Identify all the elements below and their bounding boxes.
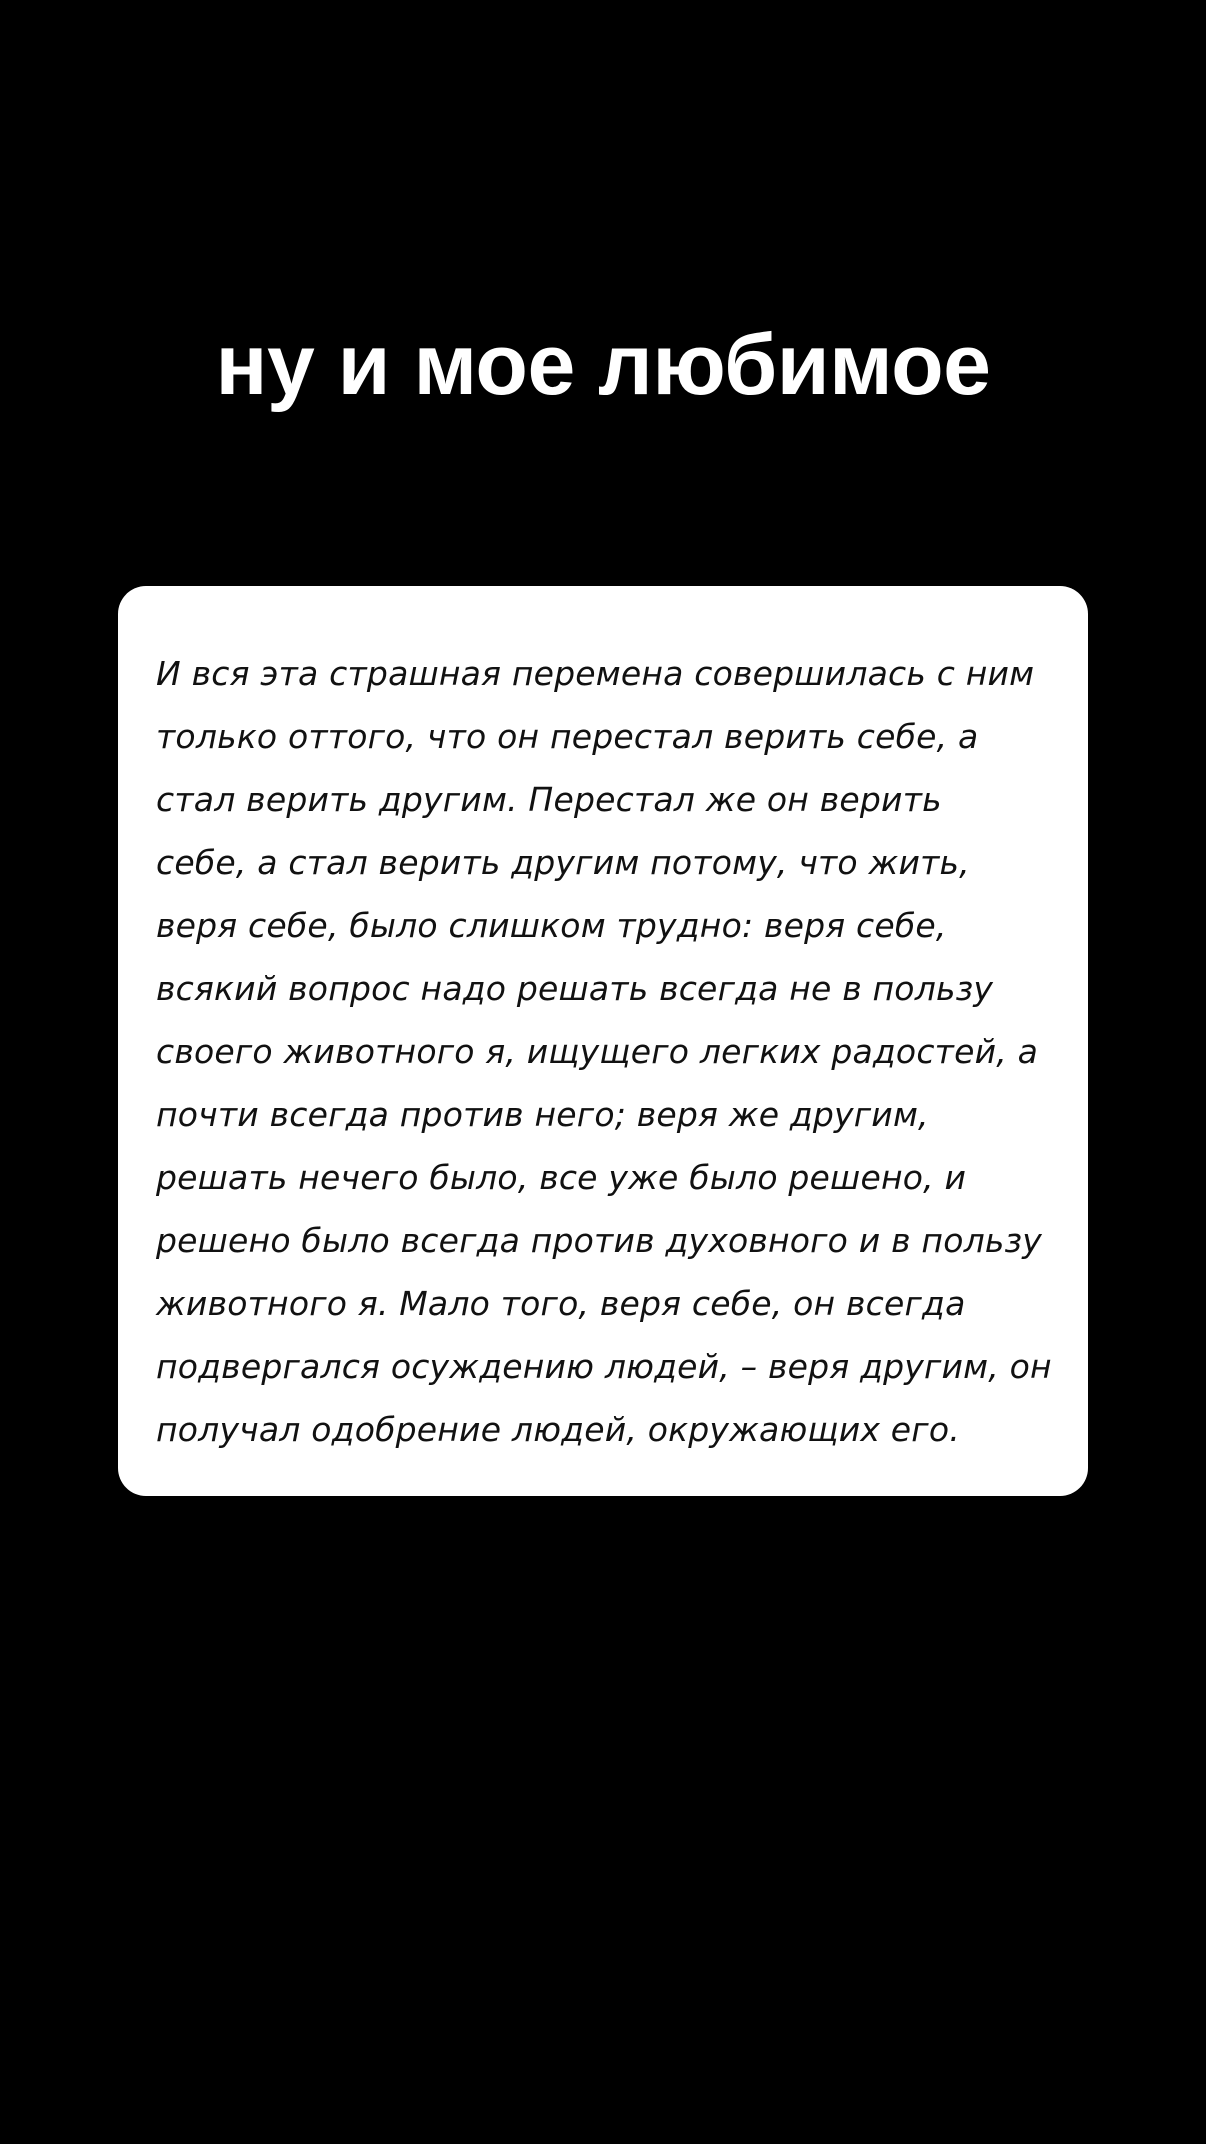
quote-line: получал одобрение людей, окружающих его. [156,1410,960,1449]
quote-line: решено было всегда против духовного и в пользу [156,1221,1043,1260]
quote-line: животного я. Мало того, веря себе, он всегда [156,1284,966,1323]
quote-line: всякий вопрос надо решать всегда не в пользу [156,969,994,1008]
quote-line: себе, а стал верить другим потому, что жить, [156,843,970,882]
quote-line: своего животного я, ищущего легких радостей, а [156,1032,1039,1071]
quote-line: веря себе, было слишком трудно: веря себе, [156,906,947,945]
quote-text [156,642,1052,1461]
quote-line: И вся эта страшная перемена совершилась с ним [156,654,1035,693]
quote-line: почти всегда против него; веря же другим, [156,1095,929,1134]
story-caption: ну и мое любимое [215,317,991,413]
quote-line: стал верить другим. Перестал же он верить [156,780,942,819]
quote-card [118,586,1088,1496]
quote-line: только оттого, что он перестал верить себе, а [156,717,979,756]
quote-line: решать нечего было, все уже было решено, и [156,1158,967,1197]
quote-line: подвергался осуждению людей, – веря другим, он [156,1347,1052,1386]
